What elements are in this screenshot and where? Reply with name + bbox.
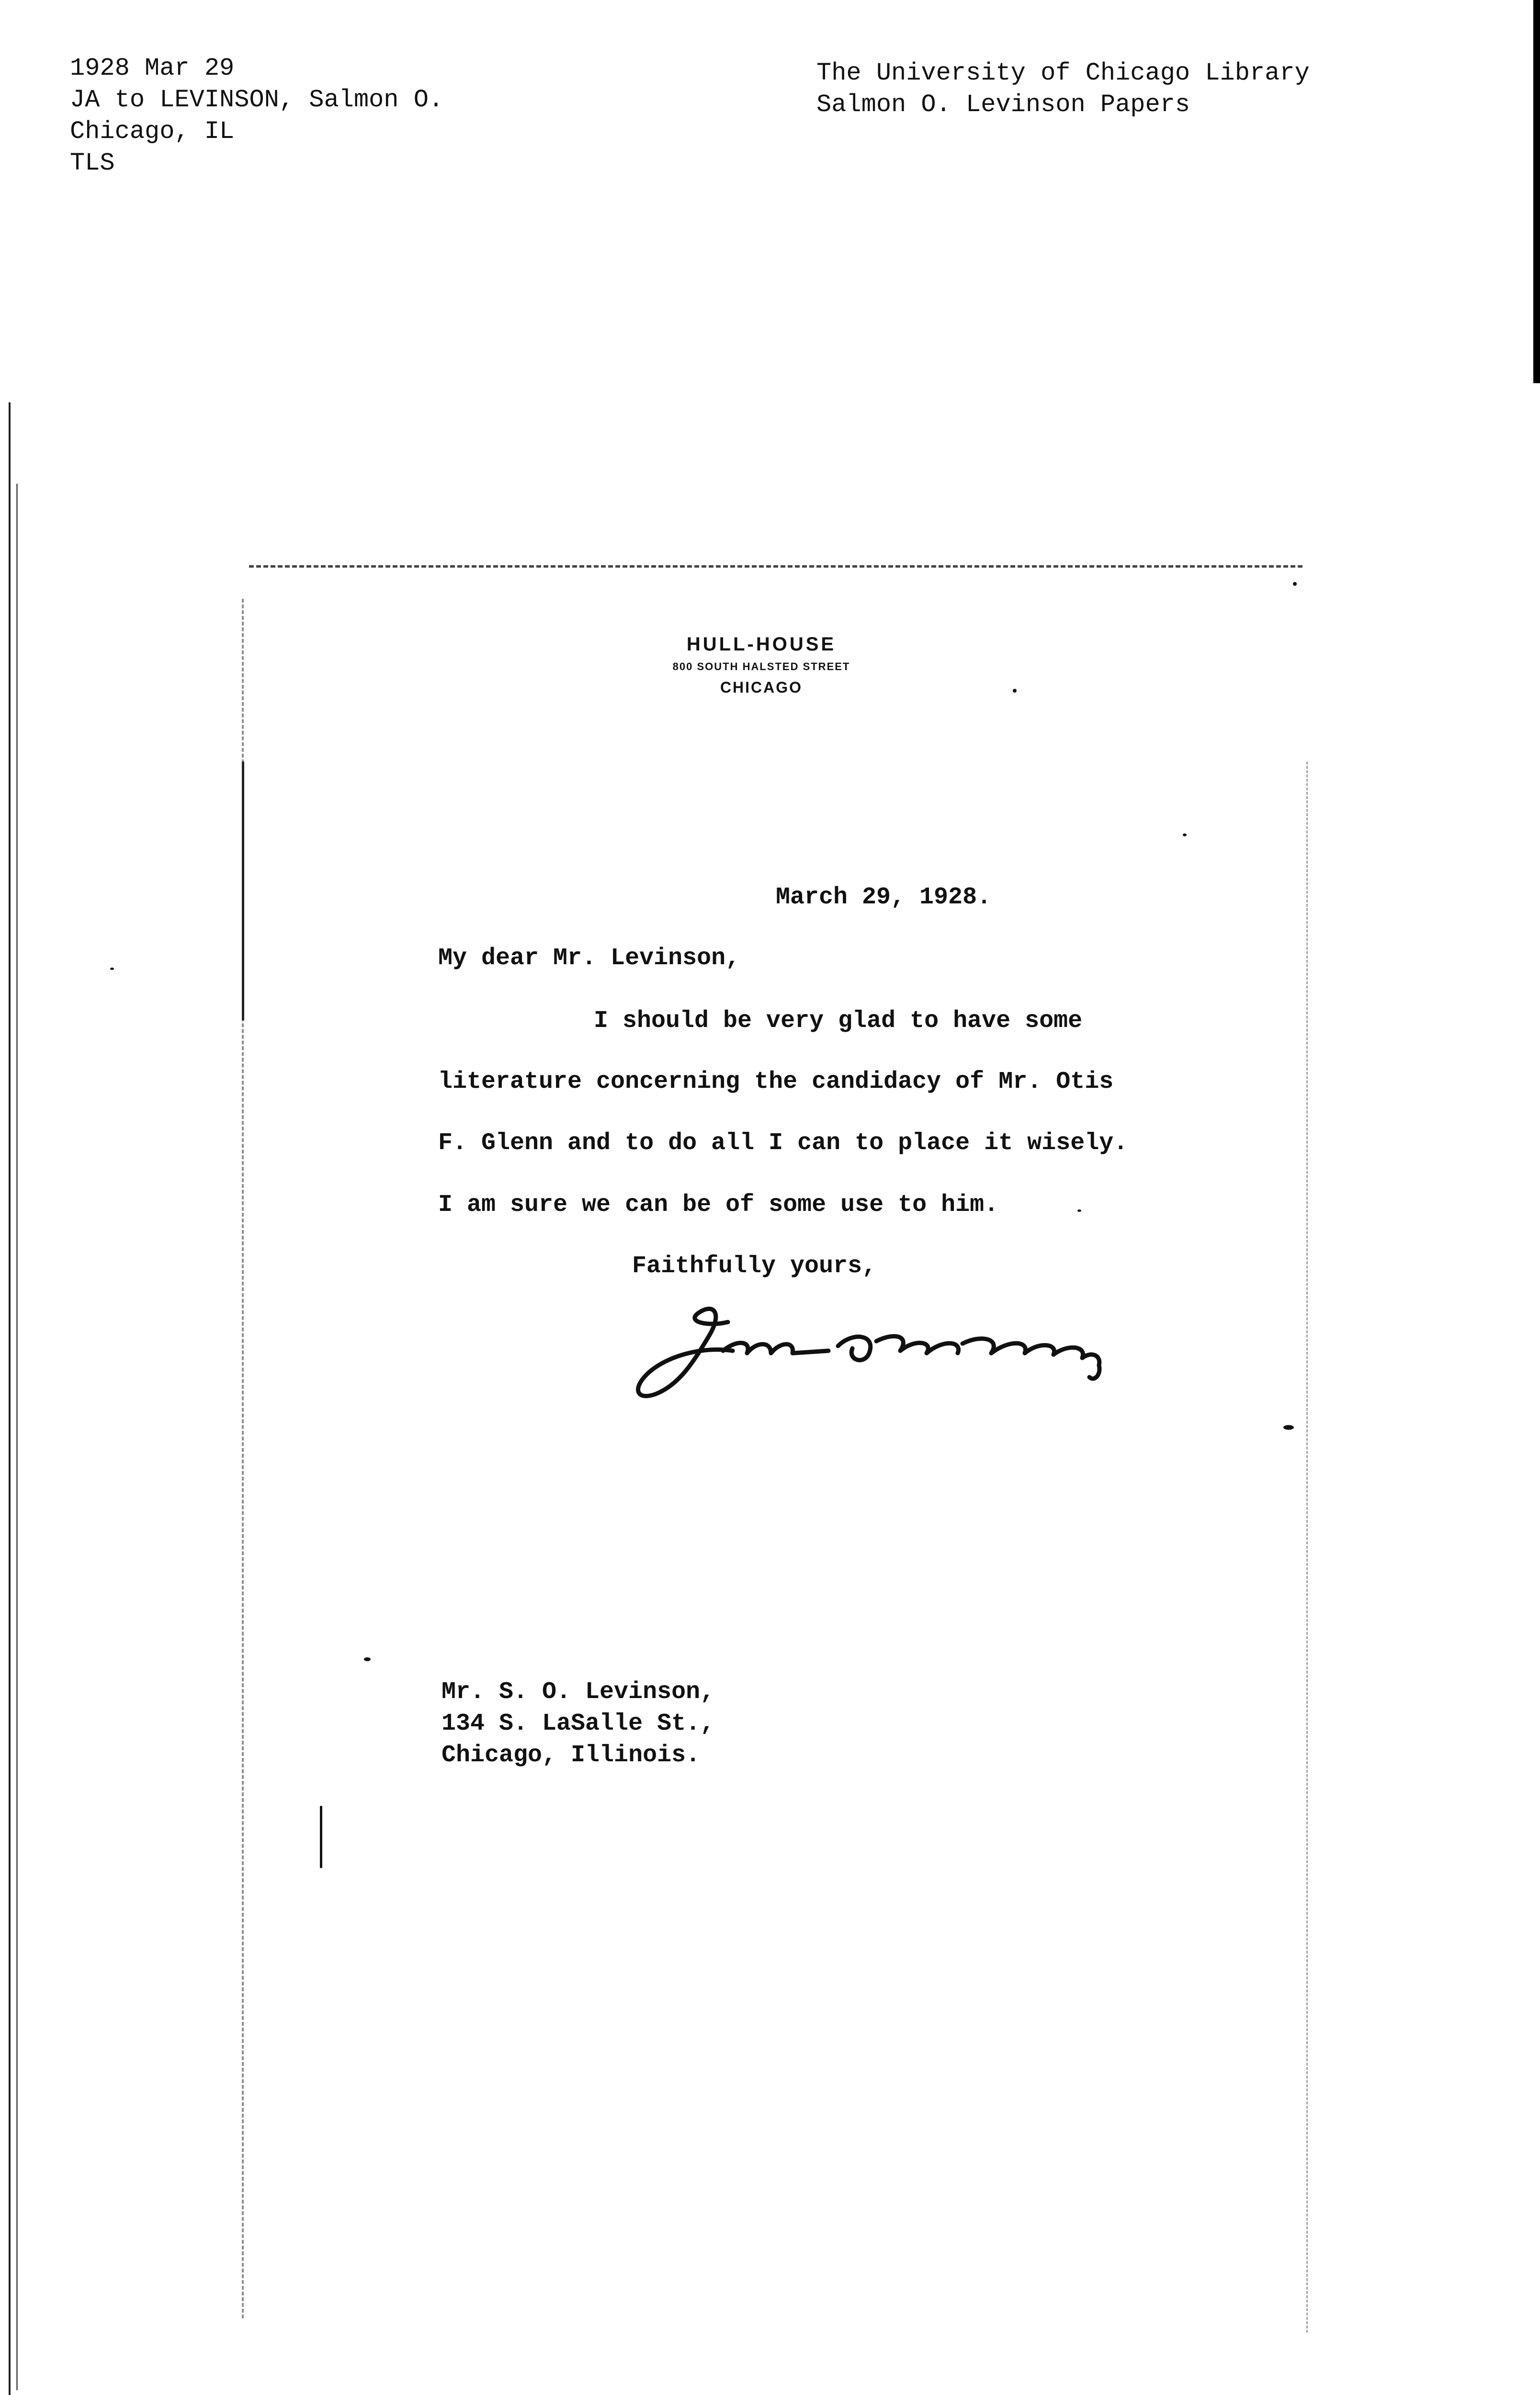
letter-top-edge — [249, 565, 1302, 568]
handwritten-signature — [627, 1293, 1154, 1408]
archive-label — [816, 57, 1310, 121]
letter-salutation: My dear Mr. Levinson, — [438, 945, 740, 972]
letter-body-line: I am sure we can be of some use to him. — [438, 1191, 999, 1219]
scan-speck — [1077, 1209, 1081, 1212]
letterhead — [613, 631, 910, 698]
letterhead-name: HULL-HOUSE — [686, 634, 837, 655]
scan-speck — [1283, 1425, 1294, 1430]
scan-speck — [364, 1657, 371, 1661]
archive-institution: The University of Chicago Library — [816, 59, 1310, 87]
letter-date: March 29, 1928. — [776, 884, 992, 911]
catalog-place: Chicago, IL — [70, 117, 235, 146]
catalog-label — [70, 53, 443, 179]
letter-closing: Faithfully yours, — [632, 1253, 877, 1280]
letterhead-city: CHICAGO — [720, 679, 803, 696]
letter-body-line: literature concerning the candidacy of Mr. Otis — [438, 1068, 1114, 1095]
scan-speck — [110, 968, 114, 970]
archive-collection: Salmon O. Levinson Papers — [816, 91, 1190, 119]
letterhead-street: 800 SOUTH HALSTED STREET — [672, 661, 850, 673]
scan-edge-left-inner — [16, 484, 18, 2390]
catalog-format: TLS — [70, 149, 115, 177]
recipient-address — [442, 1676, 714, 1771]
scan-mark — [320, 1806, 322, 1868]
letter-body-line: I should be very glad to have some — [594, 1007, 1083, 1035]
letter-body-line: F. Glenn and to do all I can to place it wisely. — [438, 1129, 1128, 1157]
recipient-street: 134 S. LaSalle St., — [442, 1710, 715, 1737]
scan-speck — [1183, 833, 1187, 836]
catalog-correspondents: JA to LEVINSON, Salmon O. — [70, 86, 444, 114]
recipient-name: Mr. S. O. Levinson, — [442, 1678, 715, 1706]
scan-edge-right — [1533, 0, 1540, 383]
recipient-city: Chicago, Illinois. — [442, 1742, 701, 1769]
scan-speck — [1013, 689, 1017, 693]
letter-left-edge-dark — [242, 762, 244, 1020]
scan-edge-left — [9, 402, 11, 2395]
scan-speck — [1293, 582, 1297, 586]
catalog-date: 1928 Mar 29 — [70, 54, 235, 82]
letter-right-edge — [1306, 762, 1308, 2333]
